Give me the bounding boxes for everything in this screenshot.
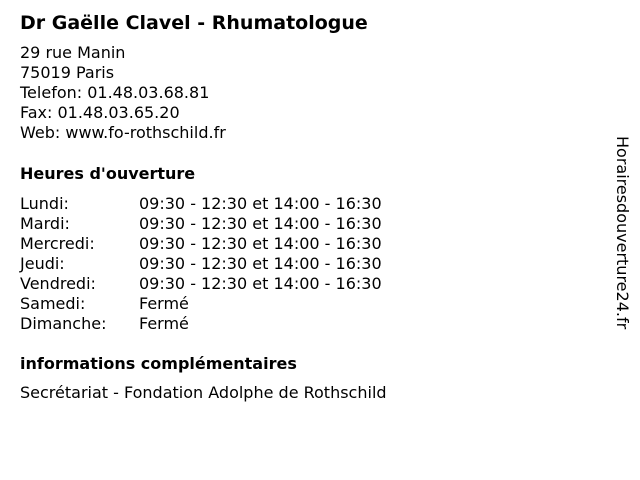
fax-number: Fax: 01.48.03.65.20 [20, 103, 180, 122]
hours-table [20, 194, 382, 334]
time-value: Fermé [139, 294, 189, 313]
site-watermark: Horairesdouverture24.fr [613, 136, 632, 330]
page-title: Dr Gaëlle Clavel - Rhumatologue [20, 12, 368, 34]
day-label: Mercredi: [20, 234, 95, 253]
hours-row-saturday [20, 294, 382, 314]
address-block [20, 43, 226, 143]
phone-number: Telefon: 01.48.03.68.81 [20, 83, 210, 102]
website: Web: www.fo-rothschild.fr [20, 123, 226, 142]
hours-row-thursday [20, 254, 382, 274]
info-heading: informations complémentaires [20, 354, 297, 373]
time-value: 09:30 - 12:30 et 14:00 - 16:30 [139, 194, 382, 213]
hours-row-tuesday [20, 214, 382, 234]
day-label: Lundi: [20, 194, 69, 213]
time-value: 09:30 - 12:30 et 14:00 - 16:30 [139, 234, 382, 253]
info-text: Secrétariat - Fondation Adolphe de Rothschild [20, 383, 387, 402]
time-value: 09:30 - 12:30 et 14:00 - 16:30 [139, 274, 382, 293]
hours-heading: Heures d'ouverture [20, 164, 196, 183]
day-label: Mardi: [20, 214, 70, 233]
hours-row-wednesday [20, 234, 382, 254]
hours-row-monday [20, 194, 382, 214]
day-label: Jeudi: [20, 254, 65, 273]
time-value: 09:30 - 12:30 et 14:00 - 16:30 [139, 214, 382, 233]
city-address: 75019 Paris [20, 63, 115, 82]
day-label: Vendredi: [20, 274, 96, 293]
time-value: Fermé [139, 314, 189, 333]
hours-row-sunday [20, 314, 382, 334]
street-address: 29 rue Manin [20, 43, 126, 62]
day-label: Dimanche: [20, 314, 107, 333]
time-value: 09:30 - 12:30 et 14:00 - 16:30 [139, 254, 382, 273]
day-label: Samedi: [20, 294, 86, 313]
hours-row-friday [20, 274, 382, 294]
